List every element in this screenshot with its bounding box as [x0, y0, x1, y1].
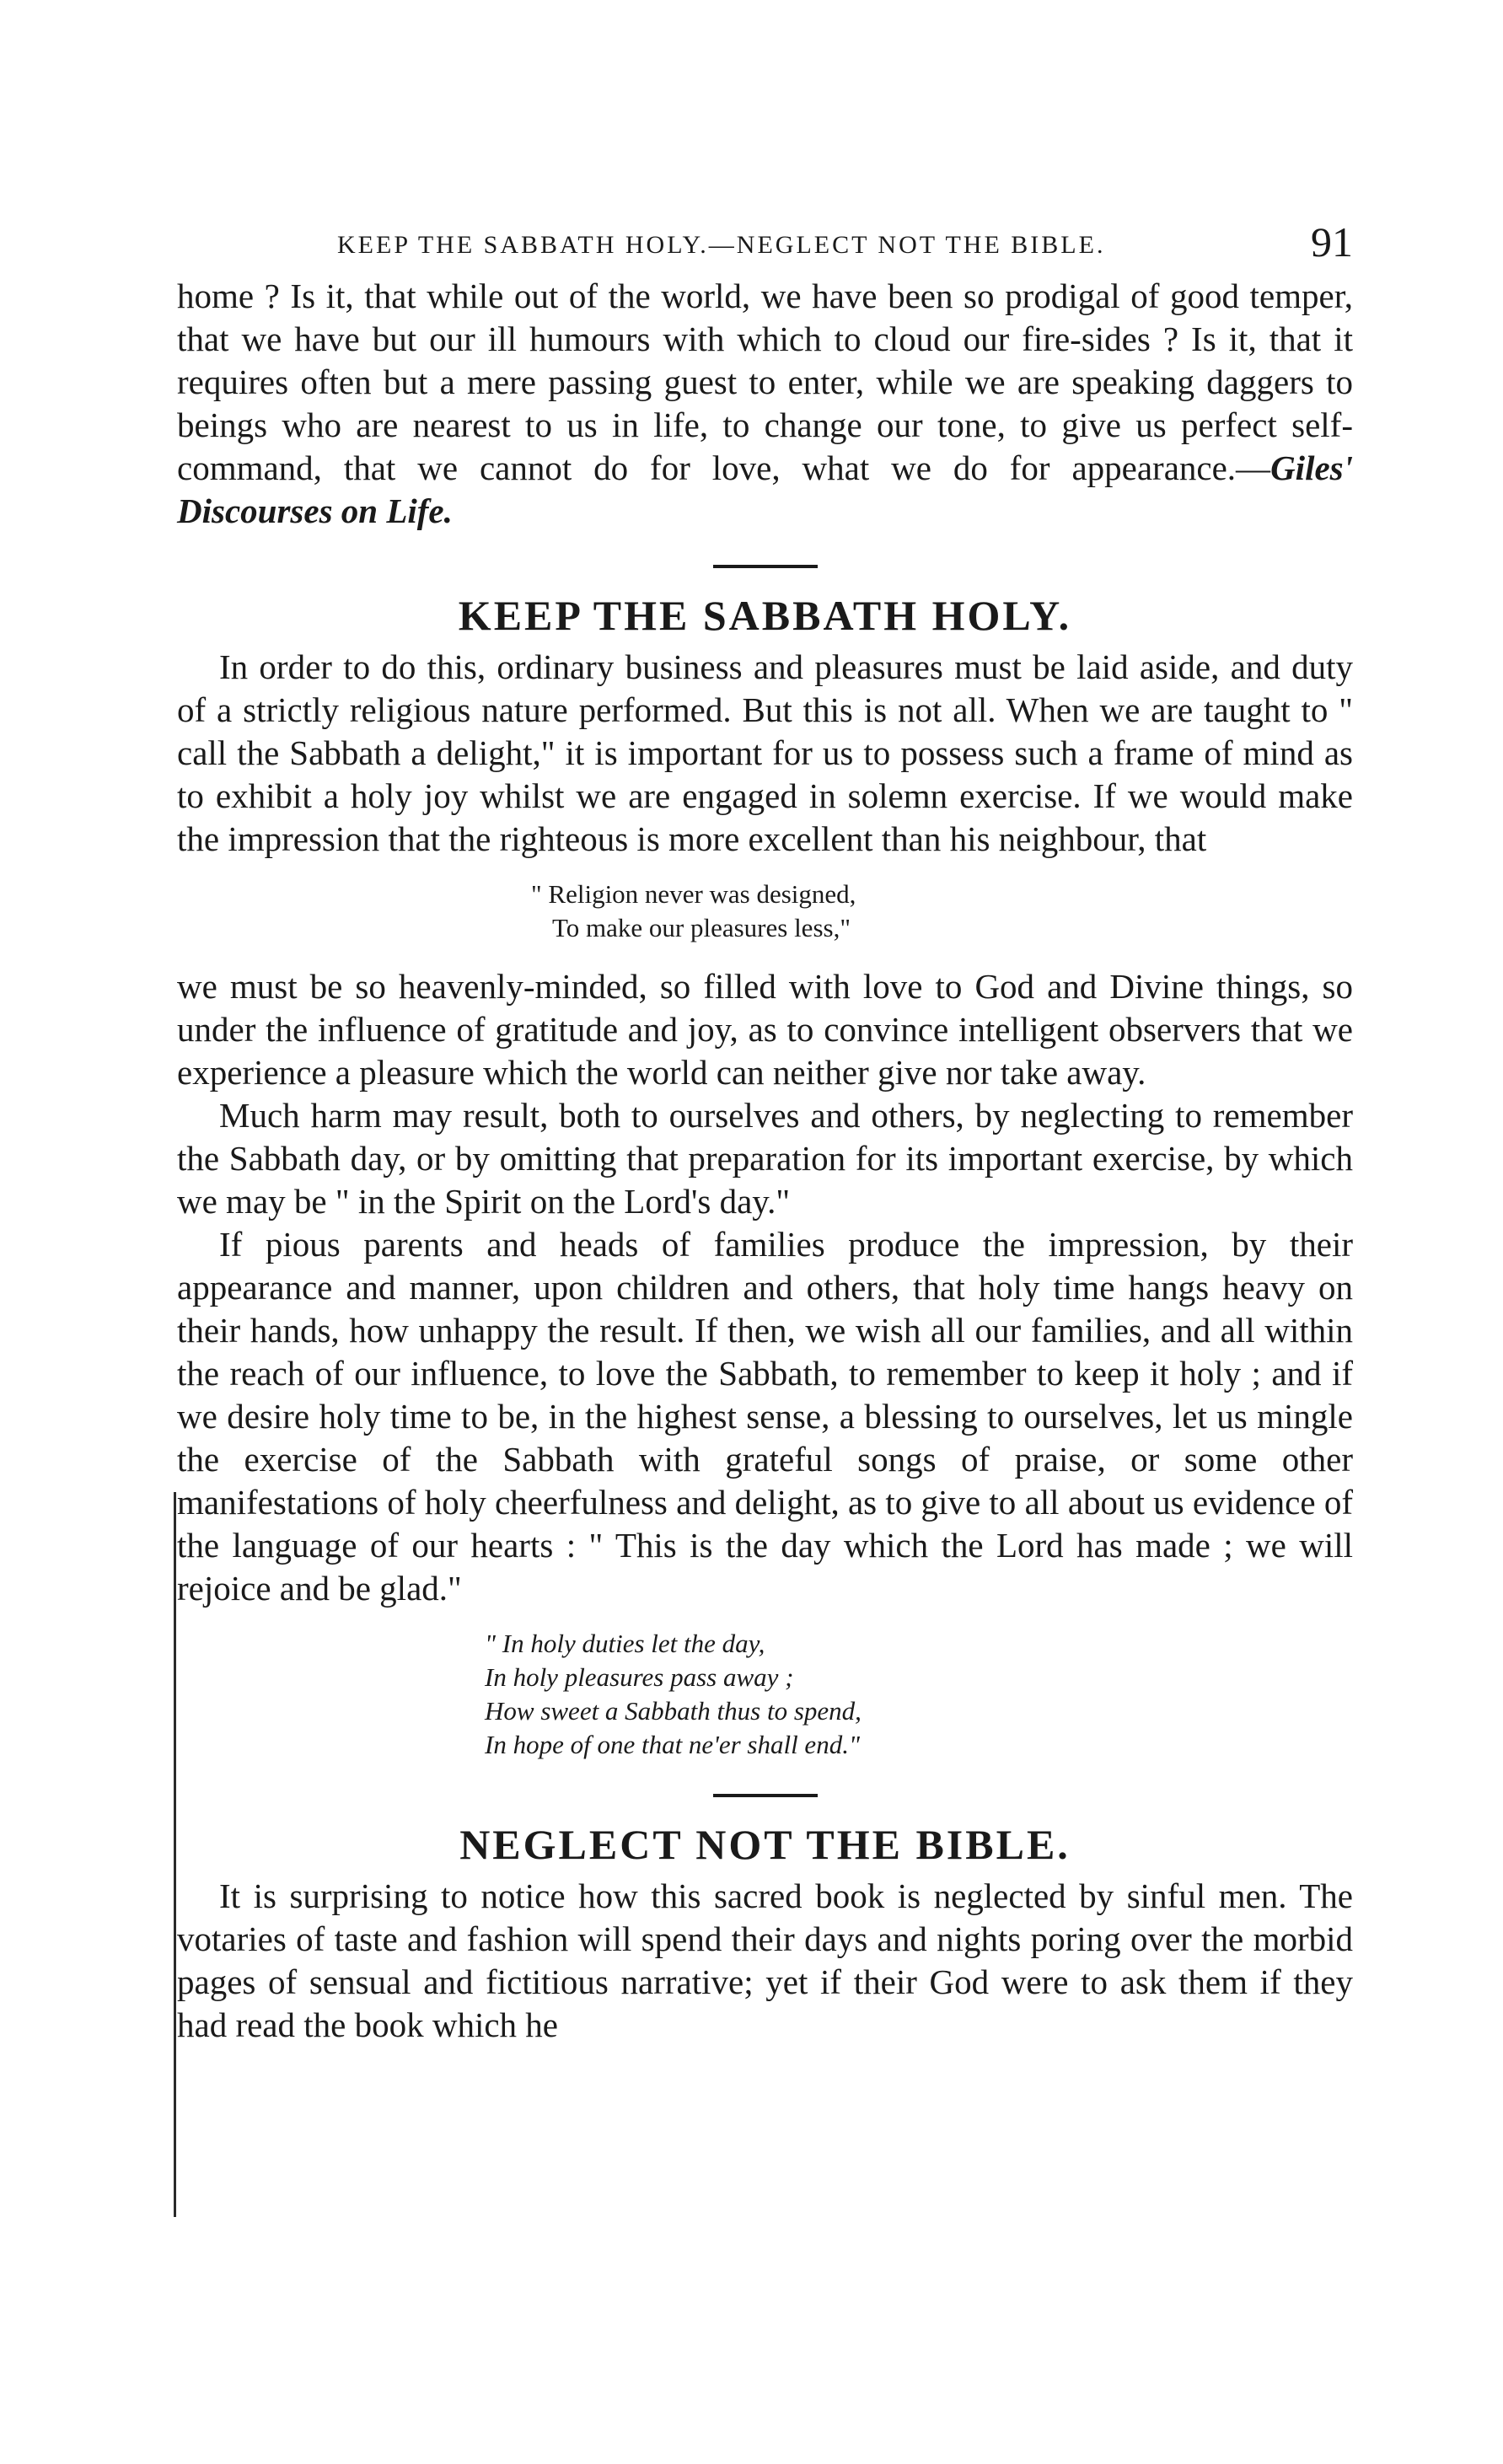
bible-paragraph-1: It is surprising to notice how this sacred book is neglected by sinful men. The votaries of taste and fashion will spend their days and nights poring over the morbid pages of sensual and fictitious narrative; yet if their God were to ask them if they had read the book which he	[177, 1876, 1353, 2044]
intro-text: home ? Is it, that while out of the world, we have been so prodigal of good temper, that we have but our ill humours with which to cloud our fire-sides ? Is it, that it requires often but a mere passing guest to enter, while we are speaking daggers to beings who are nearest to us in life, to change our tone, to give us perfect self-command, that we cannot do for love, what we do for appearance.—	[177, 276, 1353, 487]
running-title: KEEP THE SABBATH HOLY.—NEGLECT NOT THE BIBLE.	[337, 231, 1106, 259]
verse-line: In holy pleasures pass away ;	[485, 1662, 794, 1692]
sabbath-paragraph-2: we must be so heavenly-minded, so filled with love to God and Divine things, so under the influence of gratitude and joy, as to convince intelligent observers that we experience a pleasure which the world can neither give nor take away.	[177, 967, 1353, 1092]
text-column	[177, 275, 1353, 2047]
bible-heading: NEGLECT NOT THE BIBLE.	[459, 1821, 1071, 1868]
sabbath-heading: KEEP THE SABBATH HOLY.	[458, 592, 1072, 639]
verse-line: To make our pleasures less,"	[552, 913, 851, 942]
intro-citation: Giles' Discourses on Life.	[177, 448, 1353, 530]
sabbath-verse-1	[177, 878, 1353, 945]
running-head	[177, 217, 1353, 268]
verse-line: In hope of one that ne'er shall end."	[485, 1730, 860, 1759]
intro-paragraph	[177, 275, 1353, 533]
margin-scan-mark	[174, 1492, 176, 2217]
sabbath-paragraph-1: In order to do this, ordinary business and pleasures must be laid aside, and duty of a strictly religious nature performed. But this is not all. When we are taught to " call the Sabbath a delight," it is important for us to possess such a frame of mind as to exhibit a holy joy whilst we are engaged in solemn exercise. If we would make the impression that the righteous is more excellent than his neighbour, that	[177, 647, 1353, 858]
page-number: 91	[1311, 218, 1353, 266]
sabbath-verse-2	[177, 1627, 1353, 1762]
section-divider	[713, 565, 818, 568]
section-divider	[713, 1794, 818, 1797]
sabbath-paragraph-4: If pious parents and heads of families produce the impression, by their appearance and manner, upon children and others, that holy time hangs heavy on their hands, how unhappy the result. If then, we wish all our families, and all within the reach of our influence, to love the Sabbath, to remember to keep it holy ; and if we desire holy time to be, in the highest sense, a blessing to ourselves, let us mingle the exercise of the Sabbath with grateful songs of praise, or some other manifestations of holy cheerfulness and delight, as to give to all about us evidence of the language of our hearts : " This is the day which the Lord has made ; we will rejoice and be glad."	[177, 1225, 1353, 1608]
sabbath-paragraph-3: Much harm may result, both to ourselves and others, by neglecting to remember the Sabbath day, or by omitting that preparation for its important exercise, by which we may be " in the Spirit on the Lord's day."	[177, 1096, 1353, 1221]
verse-line: " In holy duties let the day,	[485, 1629, 765, 1658]
verse-line: How sweet a Sabbath thus to spend,	[485, 1696, 862, 1726]
verse-line: " Religion never was designed,	[531, 879, 856, 909]
